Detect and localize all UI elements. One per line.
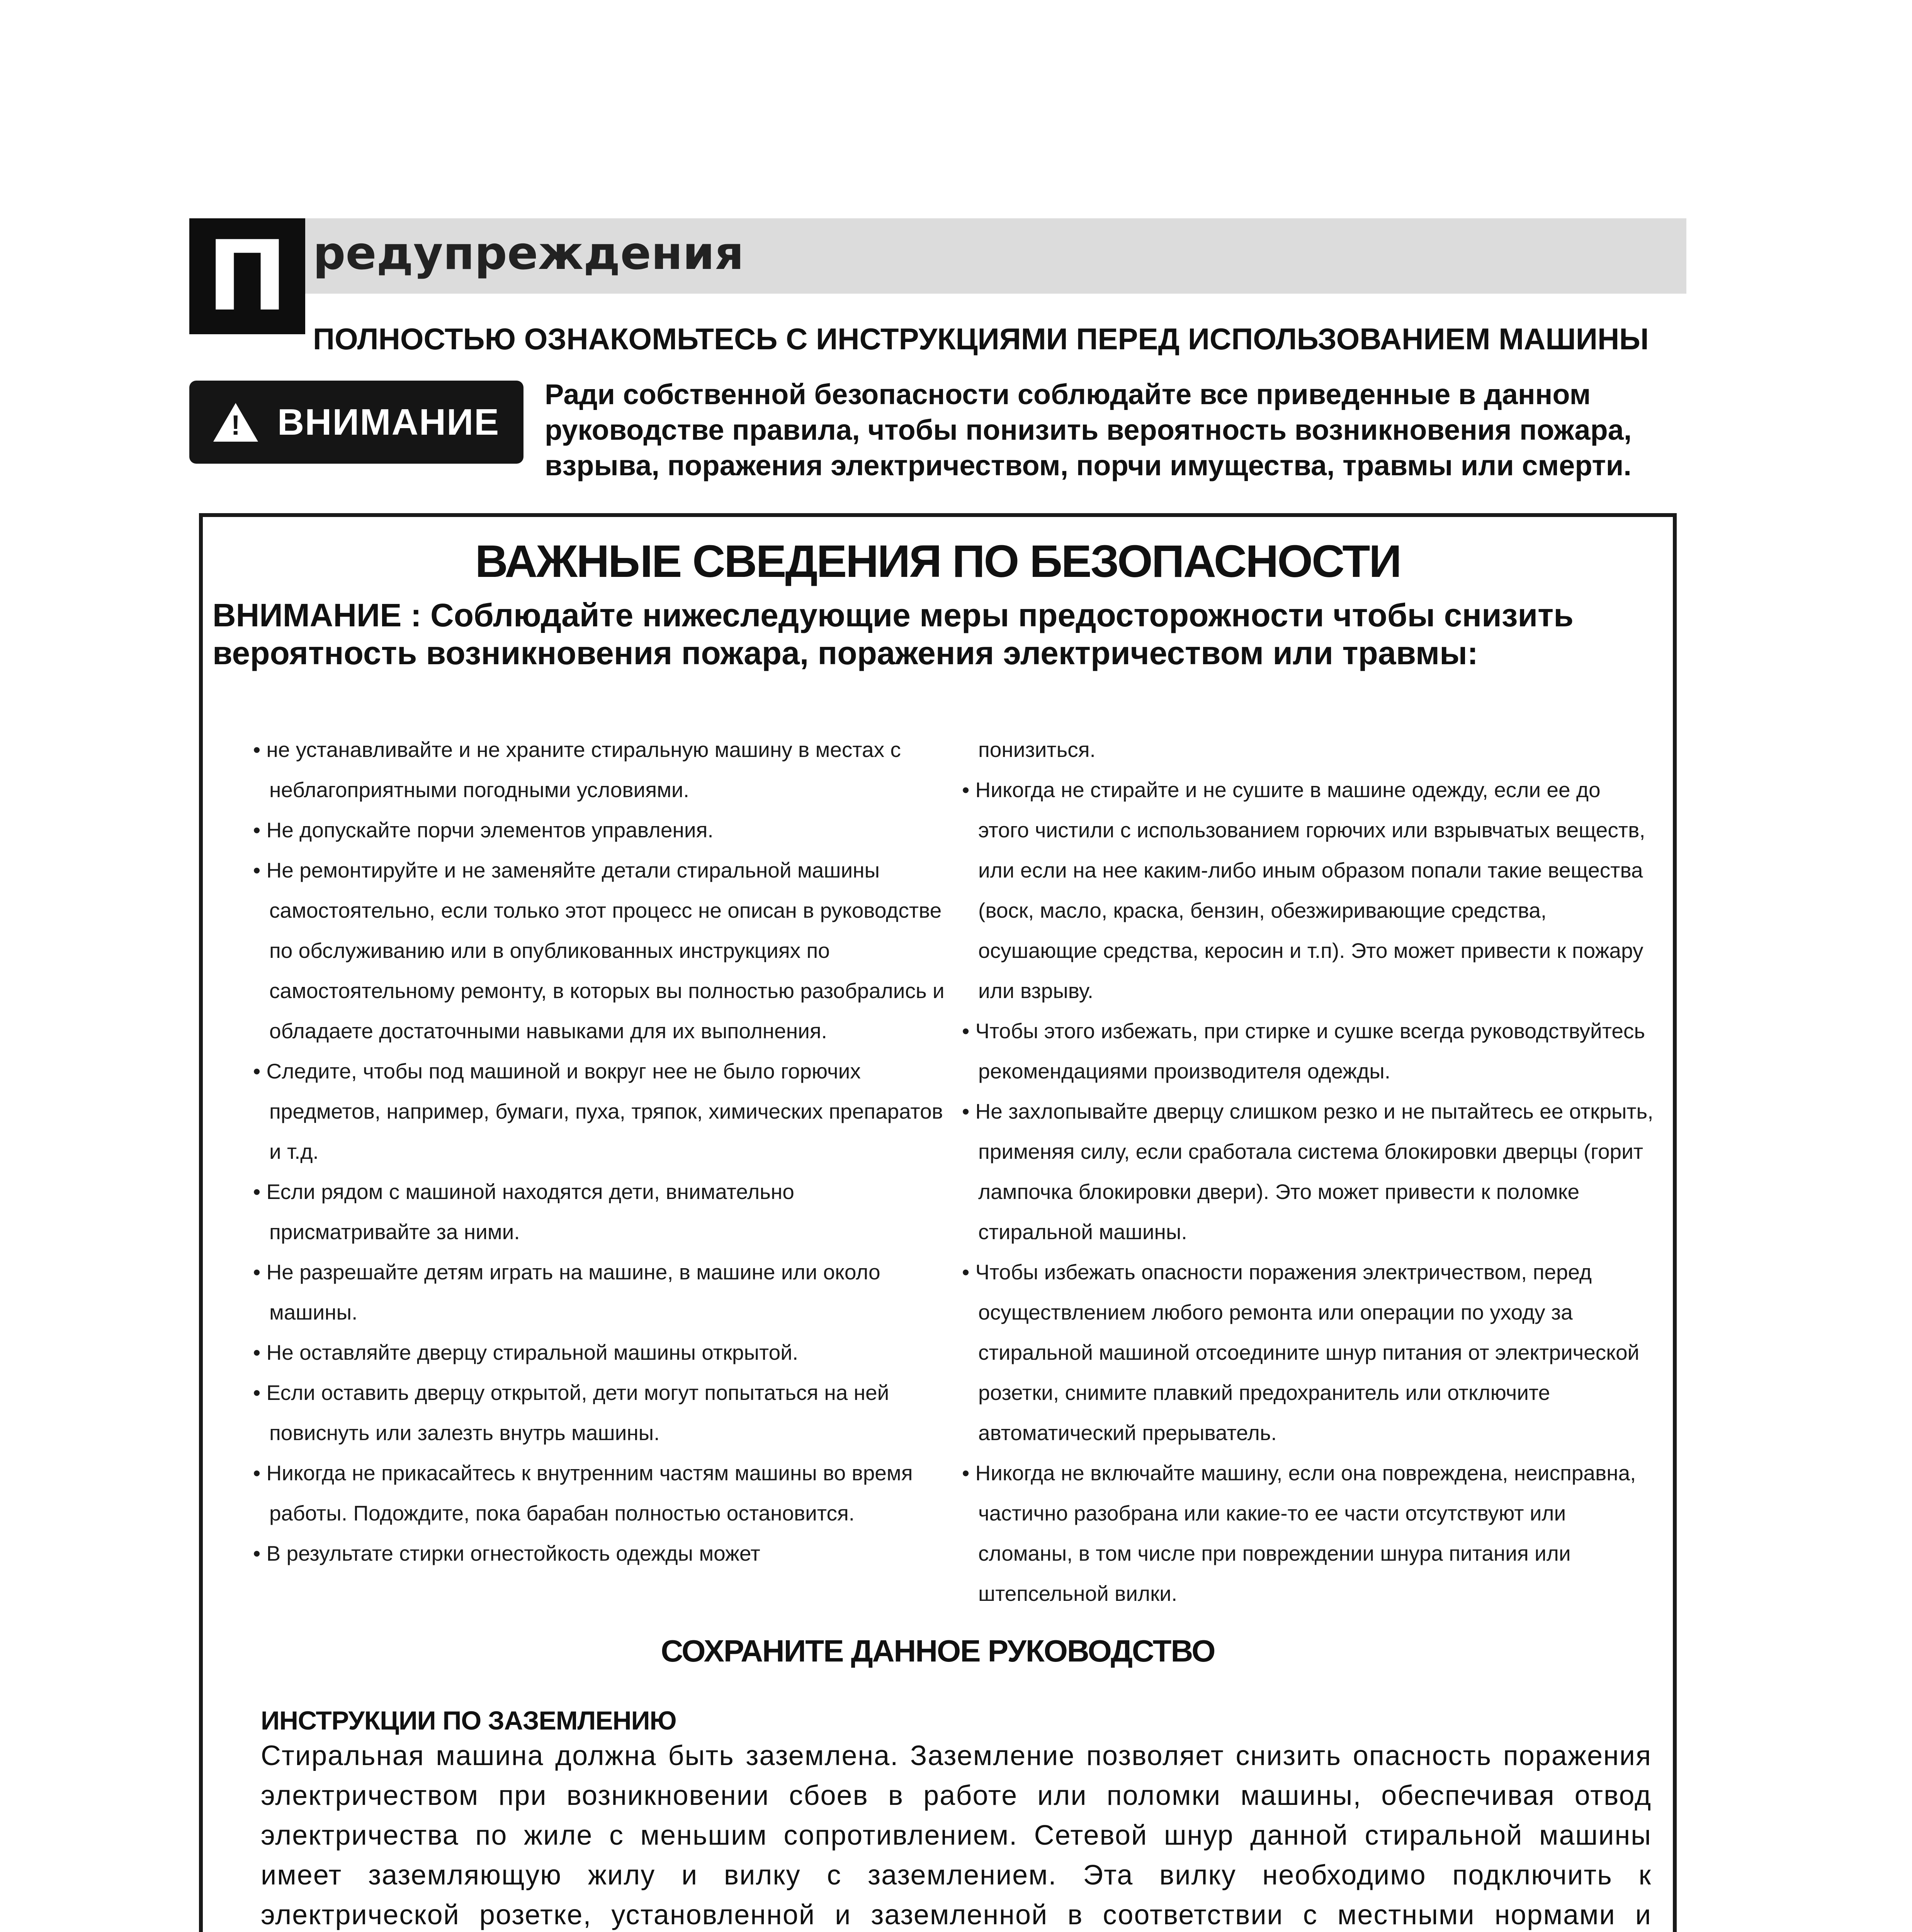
list-item: • Не захлопывайте дверцу слишком резко и не пытайтесь ее открыть, применяя силу, если сработала система блокировки дверцы (горит лампочка блокировки двери). Это может привести к поломке стиральной машины. (962, 1091, 1654, 1252)
grounding-body (261, 1736, 1652, 1932)
list-item: • Не ремонтируйте и не заменяйте детали стиральной машины самостоятельно, если только этот процесс не описан в руководстве по обслуживанию или в опубликованных инструкциях по самостоятельному ремонту, в которых вы полностью разобрались и обладаете достаточными навыками для их выполнения. (253, 850, 948, 1051)
list-item-continuation: понизиться. (978, 738, 1096, 762)
page-subtitle: ПОЛНОСТЬЮ ОЗНАКОМЬТЕСЬ С ИНСТРУКЦИЯМИ ПЕРЕД ИСПОЛЬЗОВАНИЕМ МАШИНЫ (313, 322, 1649, 356)
warning-label: ВНИМАНИЕ (277, 401, 500, 443)
list-item: • Никогда не включайте машину, если она повреждена, неисправна, частично разобрана или какие-то ее части отсутствуют или сломаны, в том числе при повреждении шнура питания или штепсельной вилки. (962, 1453, 1654, 1614)
warning-triangle-icon (213, 403, 258, 442)
list-item: • Не допускайте порчи элементов управления. (253, 810, 948, 850)
list-item: • Чтобы этого избежать, при стирке и сушке всегда руководствуйтесь рекомендациями производителя одежды. (962, 1011, 1654, 1091)
safety-box (199, 513, 1677, 1932)
list-item: • Следите, чтобы под машиной и вокруг нее не было горючих предметов, например, бумаги, пуха, тряпок, химических препаратов и т.д. (253, 1051, 948, 1172)
list-item: • Чтобы избежать опасности поражения электричеством, перед осуществлением любого ремонта или операции по уходу за стиральной машиной отсоедините шнур питания от электрической розетки, снимите плавкий предохранитель или отключите автоматический прерыватель. (962, 1252, 1654, 1453)
list-item: • Никогда не прикасайтесь к внутренним частям машины во время работы. Подождите, пока барабан полностью остановится. (253, 1453, 948, 1533)
save-manual-heading: СОХРАНИТЕ ДАННОЕ РУКОВОДСТВО (661, 1634, 1215, 1668)
header-initial-letter: П (189, 218, 305, 334)
safety-column-left (253, 730, 948, 1573)
list-item: • не устанавливайте и не храните стиральную машину в местах с неблагоприятными погодными условиями. (253, 730, 948, 810)
warning-badge (189, 381, 523, 464)
safety-lead: ВНИМАНИЕ : Соблюдайте нижеследующие меры предосторожности чтобы снизить вероятность возникновения пожара, поражения электричеством или травмы: (212, 597, 1574, 671)
grounding-heading: ИНСТРУКЦИИ ПО ЗАЗЕМЛЕНИЮ (261, 1706, 676, 1735)
warning-text: Ради собственной безопасности соблюдайте все приведенные в данном руководстве правила, чтобы понизить вероятность возникновения пожара, взрыва, поражения электричеством, порчи имущества, травмы или смерти. (545, 378, 1632, 481)
list-item: • Не оставляйте дверцу стиральной машины открытой. (253, 1332, 948, 1372)
list-item: • В результате стирки огнестойкость одежды может (253, 1533, 948, 1573)
safety-title: ВАЖНЫЕ СВЕДЕНИЯ ПО БЕЗОПАСНОСТИ (475, 536, 1401, 587)
list-item: • Никогда не стирайте и не сушите в машине одежду, если ее до этого чистили с использованием горючих или взрывчатых веществ, или если на нее каким-либо иным образом попали такие вещества (воск, масло, краска, бензин, обезжиривающие средства, осушающие средства, керосин и т.п). Это может привести к пожару или взрыву. (962, 770, 1654, 1011)
page-title: редупреждения (313, 226, 744, 280)
safety-column-right (962, 730, 1654, 1614)
list-item: • Не разрешайте детям играть на машине, в машине или около машины. (253, 1252, 948, 1332)
list-item: • Если оставить дверцу открытой, дети могут попытаться на ней повиснуть или залезть внутрь машины. (253, 1372, 948, 1453)
grounding-paragraph: Стиральная машина должна быть заземлена. Заземление позволяет снизить опасность поражения электричеством при возникновении сбоев в работе или поломки машины, обеспечивая отвод электричества по жиле с меньшим сопротивлением. Сетевой шнур данной стиральной машины имеет заземляющую жилу и вилку с заземлением. Эта вилку необходимо подключить к электрической розетке, установленной и заземленной в соответствии с местными нормами и (261, 1740, 1652, 1930)
list-item: • Если рядом с машиной находятся дети, внимательно присматривайте за ними. (253, 1172, 948, 1252)
